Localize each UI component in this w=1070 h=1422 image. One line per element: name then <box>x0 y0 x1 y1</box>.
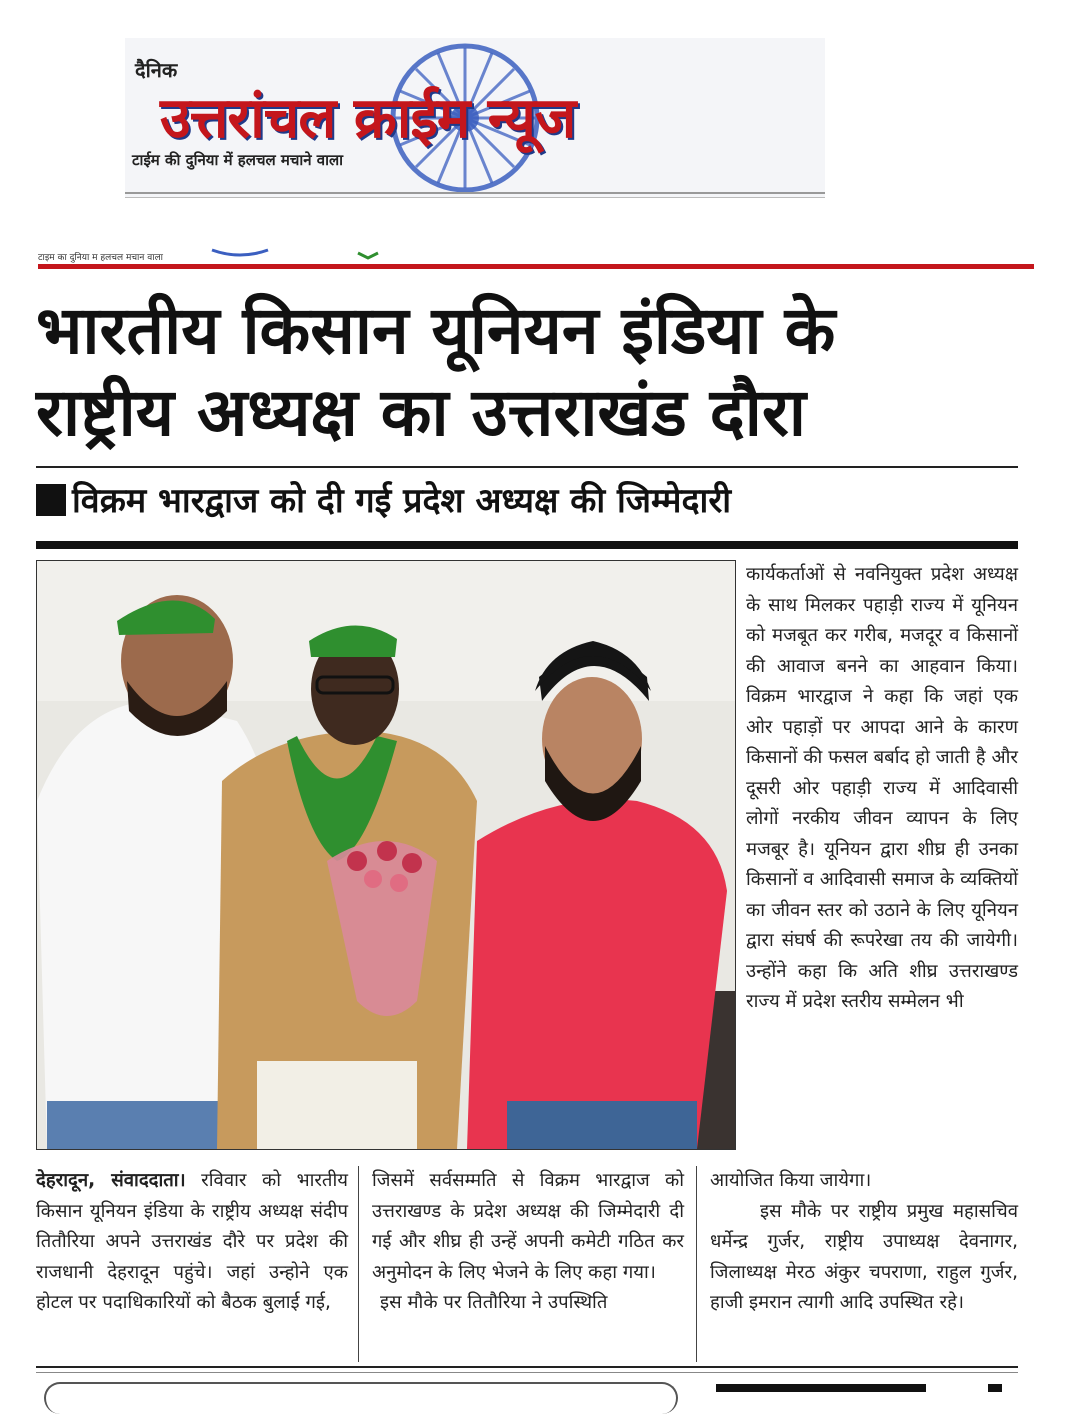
headline-line-2: राष्ट्रीय अध्यक्ष का उत्तराखंड दौरा <box>36 374 806 451</box>
divider <box>125 197 825 198</box>
headline-line-1: भारतीय किसान यूनियन इंडिया के <box>36 292 836 369</box>
article-column-1-text: रविवार को भारतीय किसान यूनियन इंडिया के राष्ट्रीय अध्यक्ष संदीप तितौरिया अपने उत्तराखंड दौरे पर प्रदेश की राजधानी देहरादून पहुंचे। जहां उन्होने एक होटल पर पदाधिकारियों को बैठक बुलाई गई, <box>36 1170 348 1313</box>
article-column-2-text-b: इस मौके पर तितौरिया ने उपस्थिति <box>380 1292 608 1313</box>
divider <box>36 466 1018 468</box>
column-separator <box>358 1166 359 1362</box>
article-column-2 <box>372 1166 684 1319</box>
article-column-3 <box>710 1166 1018 1319</box>
small-tagline: टाइम का दुनिया म हलचल मचान वाला <box>38 253 164 263</box>
divider <box>36 1372 1018 1373</box>
divider <box>36 541 1018 549</box>
next-headline-fragment <box>988 1384 1002 1392</box>
article-column-3-text-b: इस मौके पर राष्ट्रीय प्रमुख महासचिव धर्मेन्द्र गुर्जर, राष्ट्रीय उपाध्यक्ष देवनागर, जिलाध्यक्ष मेरठ अंकुर चपराणा, राहुल गुर्जर, हाजी इमरान त्यागी आदि उपस्थित रहे। <box>710 1200 1018 1313</box>
dateline: देहरादून, संवाददाता। <box>36 1170 186 1191</box>
masthead-prefix: दैनिक <box>135 58 178 82</box>
news-photo <box>36 560 736 1150</box>
article-column-1 <box>36 1166 348 1319</box>
square-bullet-icon <box>36 484 66 516</box>
next-headline-fragment <box>716 1384 926 1392</box>
masthead-tagline: टाईम की दुनिया में हलचल मचाने वाला <box>132 151 344 169</box>
article-column-3-text-a: आयोजित किया जायेगा। <box>710 1170 872 1191</box>
headline <box>36 290 1026 454</box>
article-right-column: कार्यकर्ताओं से नवनियुक्त प्रदेश अध्यक्ष के साथ मिलकर पहाड़ी राज्य में यूनियन को मजबूत कर गरीब, मजदूर व किसानों की आवाज बनने का आहवान किया। विक्रम भारद्वाज ने कहा कि जहां एक ओर पहाड़ों पर आपदा आने के कारण किसानों की फसल बर्बाद हो जाती है और दूसरी ओर पहाड़ी राज्य में आदिवासी लोगों नरकीय जीवन व्यापन के लिए मजबूर है। यूनियन द्वारा शीघ्र ही उनका किसानों व आदिवासी समाज के व्यक्तियों का जीवन स्तर को उठाने के लिए यूनियन द्वारा संघर्ष की रूपरेखा तय की जायेगी। उन्होंने कहा कि अति शीघ्र उत्तराखण्ड राज्य में प्रदेश स्तरीय सम्मेलन भी <box>746 564 1018 1012</box>
divider <box>36 1366 1018 1368</box>
logo-fragment-icon <box>356 250 386 260</box>
column-separator <box>696 1166 697 1362</box>
subheadline-text: विक्रम भारद्वाज को दी गई प्रदेश अध्यक्ष की जिम्मेदारी <box>72 481 732 521</box>
next-article-box <box>44 1382 678 1414</box>
subheadline <box>36 476 731 522</box>
article-column-2-text: जिसमें सर्वसम्मति से विक्रम भारद्वाज को उत्तराखण्ड के प्रदेश अध्यक्ष की जिम्मेदारी दी गई और शीघ्र ही उन्हें अपनी कमेटी गठित कर अनुमोदन के लिए भेजने के लिए कहा गया। <box>372 1170 684 1283</box>
chakra-fragment-icon <box>210 248 270 258</box>
divider <box>125 192 825 194</box>
header-rule <box>38 264 1034 269</box>
masthead-title: उत्तरांचल क्राईम न्यूज <box>160 86 576 151</box>
photo-three-men-bouquet <box>37 561 735 1149</box>
